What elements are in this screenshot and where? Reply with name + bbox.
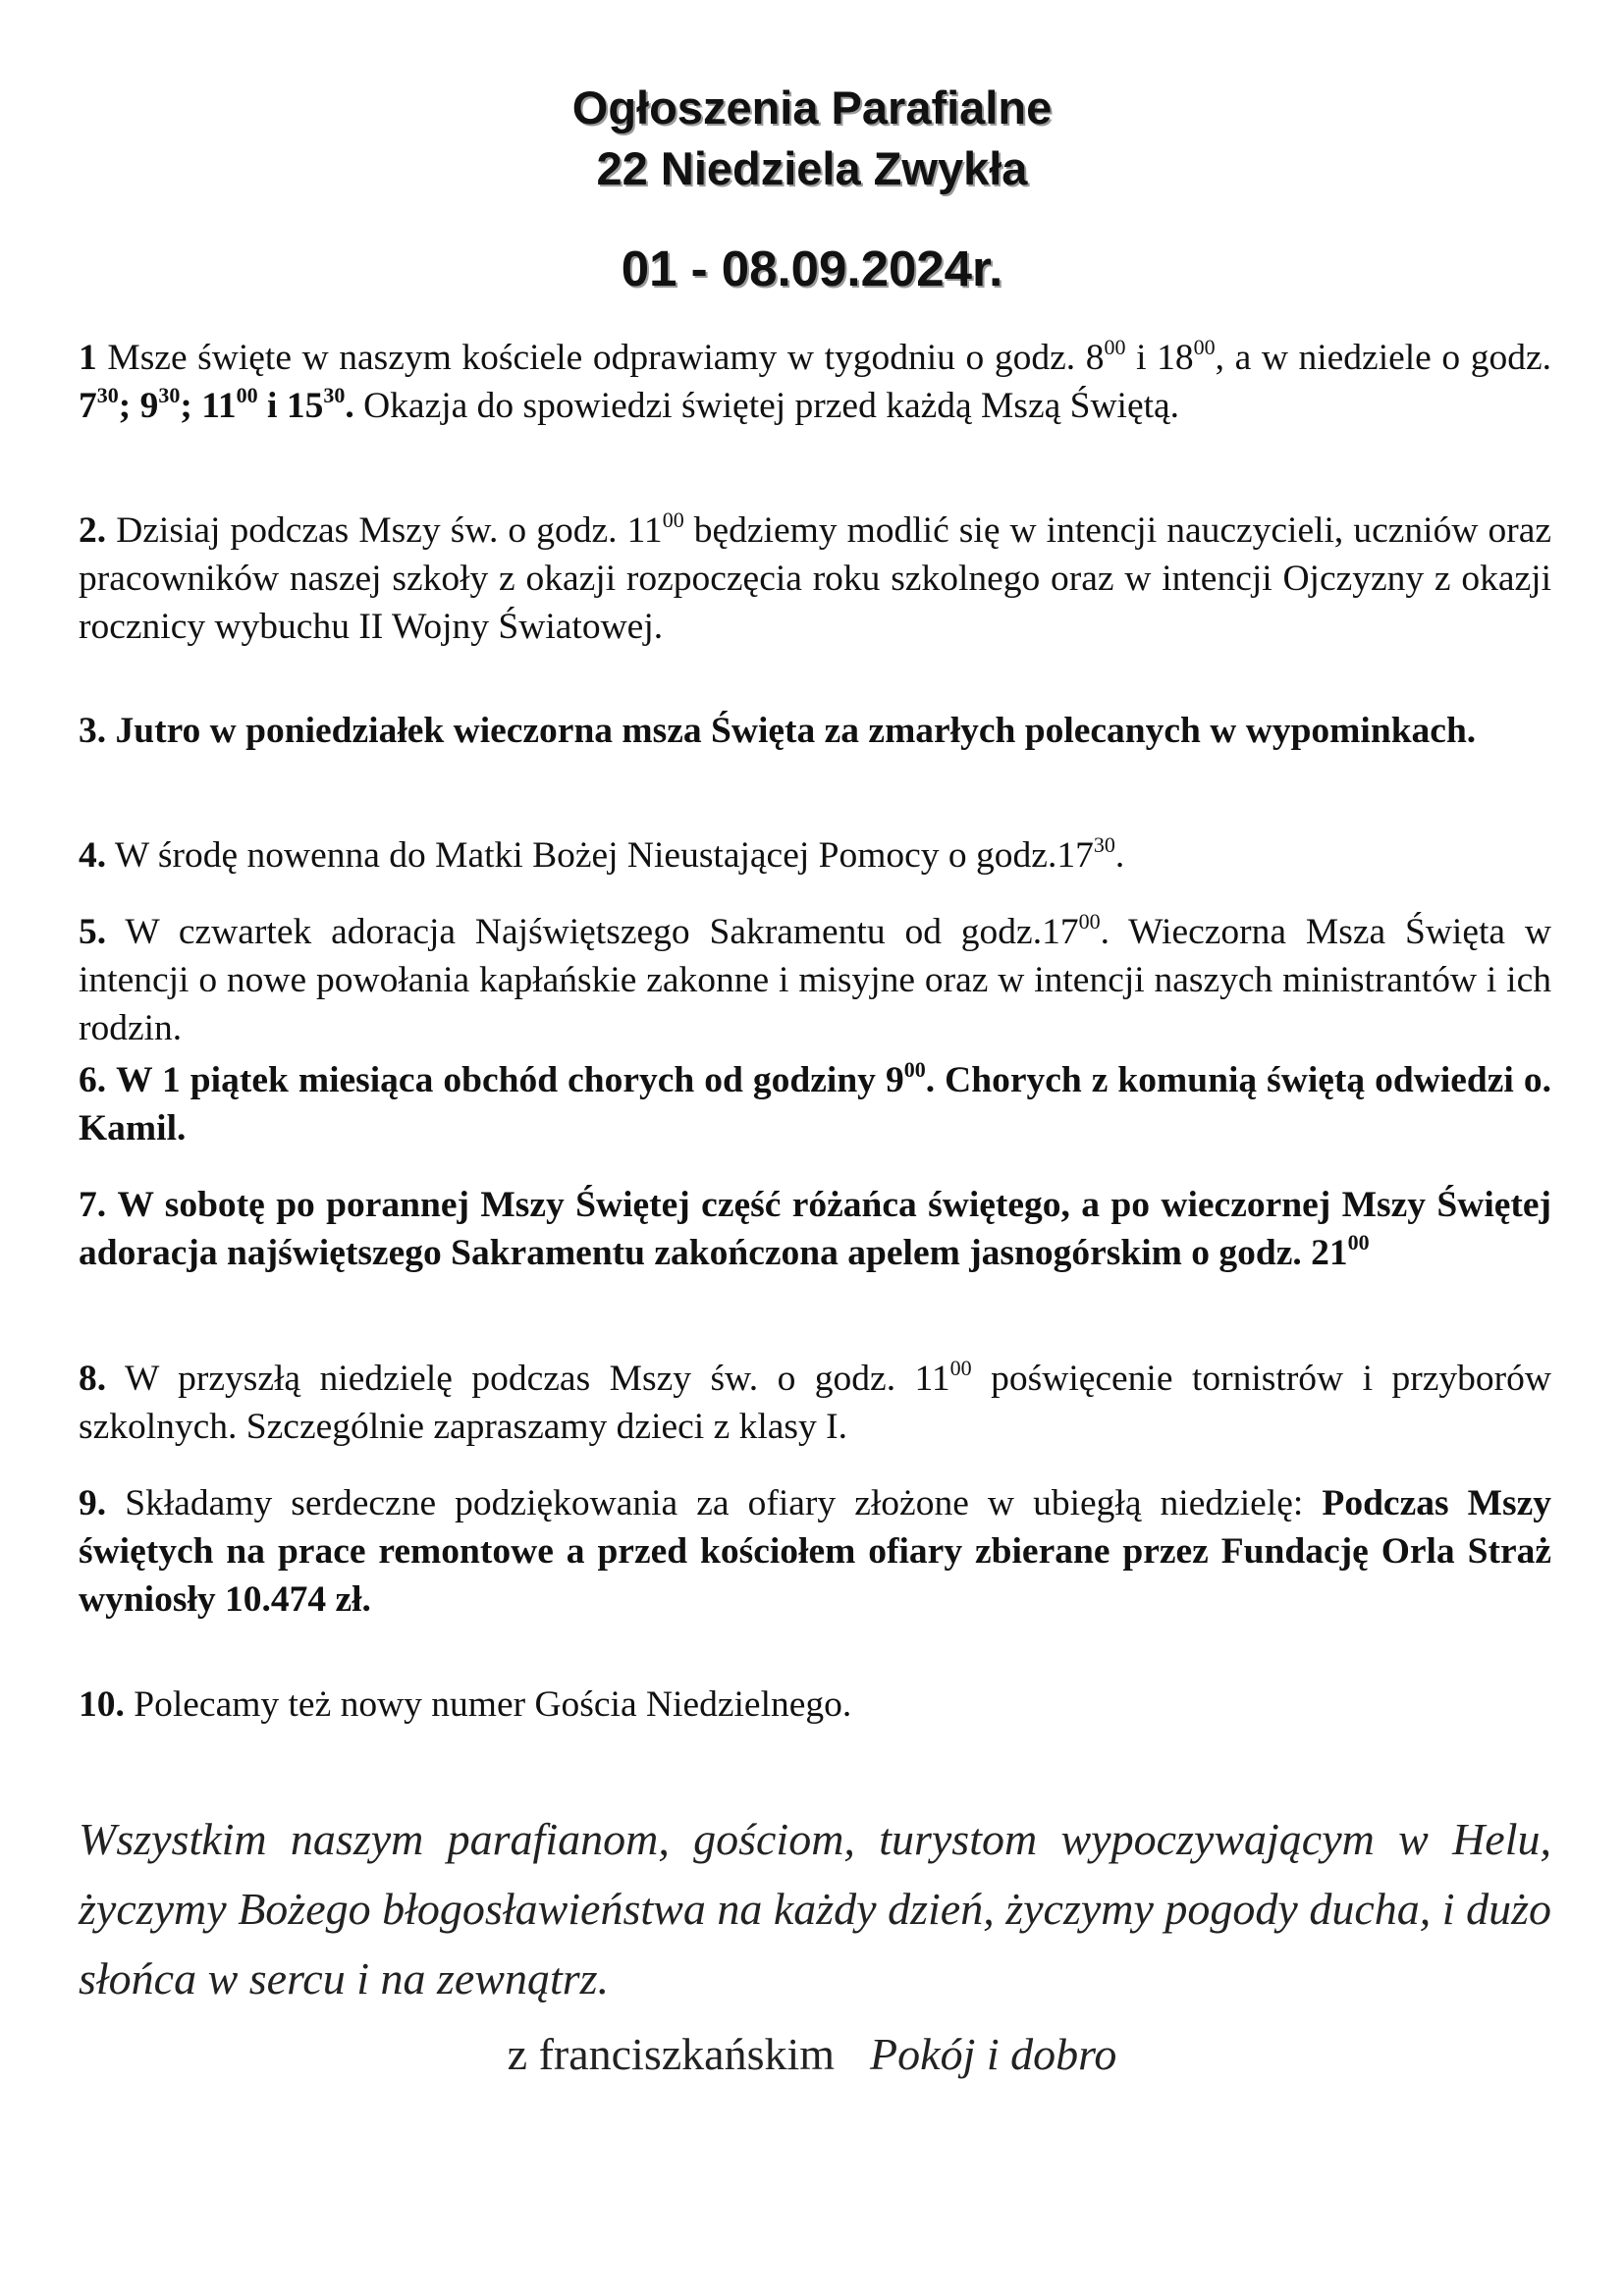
announcement-text: Dzisiaj podczas Mszy św. o godz. 11 — [116, 510, 663, 551]
announcement-text: będziemy modlić się w intencji nauczycieli, uczniów oraz pracowników naszej szkoły z okazji rozpoczęcia roku szkolnego oraz w intencji Ojczyzny z okazji rocznicy wybuchu II Wojny Światowej. — [79, 510, 1552, 647]
closing-line — [0, 2025, 1624, 2084]
announcement-text: , a w niedziele o godz. — [1215, 338, 1552, 378]
announcement-text: Składamy serdeczne podziękowania za ofiary złożone w ubiegłą niedzielę: — [125, 1483, 1323, 1523]
superscript-time: 00 — [1078, 909, 1101, 934]
announcement-item — [79, 1355, 1551, 1451]
superscript-time: 30 — [96, 383, 119, 407]
date-range: 01 - 08.09.2024r. — [621, 240, 1003, 296]
announcement-item — [79, 1181, 1551, 1277]
announcement-item — [79, 831, 1551, 880]
announcement-text: Okazja do spowiedzi świętej przed każdą Mszą Świętą. — [353, 386, 1180, 426]
announcement-text: W czwartek adoracja Najświętszego Sakramentu od godz.17 — [125, 912, 1079, 952]
announcement-item — [79, 908, 1551, 1052]
announcement-item — [79, 707, 1551, 755]
announcement-item — [79, 507, 1551, 651]
announcement-number: 7. — [79, 1185, 107, 1225]
announcement-number: 2. — [79, 510, 107, 551]
superscript-time: 00 — [662, 507, 684, 532]
announcement-number: 3. — [79, 711, 107, 751]
announcement-text: W przyszłą niedzielę podczas Mszy św. o godz. 11 — [124, 1359, 950, 1399]
announcement-text: 7 — [79, 386, 97, 426]
closing-text: z franciszkańskim — [507, 2029, 836, 2079]
announcement-number: 6. — [79, 1060, 107, 1100]
announcement-item — [79, 1681, 1551, 1729]
announcement-text: i 18 — [1125, 338, 1194, 378]
announcement-number: 5. — [79, 912, 107, 952]
announcement-text: Msze święte w naszym kościele odprawiamy w tygodniu o godz. 8 — [107, 338, 1105, 378]
superscript-time: 30 — [323, 383, 346, 407]
superscript-time: 00 — [1193, 335, 1216, 359]
superscript-time: 30 — [1093, 832, 1115, 857]
announcement-number: 9. — [79, 1483, 107, 1523]
superscript-time: 30 — [158, 383, 181, 407]
announcement-item — [79, 1056, 1551, 1152]
announcement-item — [79, 1479, 1551, 1624]
announcement-text: W 1 piątek miesiąca obchód chorych od godziny 9 — [116, 1060, 904, 1100]
announcement-text: ; 11 — [180, 386, 237, 426]
closing-motto: Pokój i dobro — [870, 2029, 1117, 2079]
page-title: Ogłoszenia Parafialne — [571, 81, 1053, 133]
announcement-number: 1 — [79, 338, 97, 378]
announcement-text: . — [345, 386, 354, 426]
announcement-number: 4. — [79, 835, 107, 876]
announcement-text: . — [1114, 835, 1125, 876]
announcement-text: ; 9 — [118, 386, 159, 426]
announcement-number: 8. — [79, 1359, 107, 1399]
superscript-time: 00 — [903, 1057, 926, 1082]
superscript-time: 00 — [1347, 1230, 1370, 1255]
announcement-text: poświęcenie tornistrów i przyborów szkolnych. Szczególnie zapraszamy dzieci z klasy I. — [79, 1359, 1551, 1447]
announcement-text: Polecamy też nowy numer Gościa Niedzielnego. — [134, 1684, 852, 1725]
announcement-text: . Chorych z komunią świętą odwiedzi o. Kamil. — [79, 1060, 1552, 1148]
announcement-text: W środę nowenna do Matki Bożej Nieustającej Pomocy o godz.17 — [114, 835, 1094, 876]
blessing-text: Wszystkim naszym parafianom, gościom, turystom wypoczywającym w Helu, życzymy Bożego błogosławieństwa na każdy dzień, życzymy pogody ducha, i dużo słońca w sercu i na zewnątrz. — [79, 1814, 1551, 2003]
announcement-text: Podczas Mszy świętych na prace remontowe a przed kościołem ofiary zbierane przez Fundację Orla Straż wyniosły 10.474 zł. — [79, 1483, 1552, 1620]
announcement-text: W sobotę po porannej Mszy Świętej część różańca świętego, a po wieczornej Mszy Świętej adoracja najświętszego Sakramentu zakończona apelem jasnogórskim o godz. 21 — [79, 1185, 1552, 1273]
superscript-time: 00 — [1104, 335, 1126, 359]
page-subtitle: 22 Niedziela Zwykła — [596, 142, 1028, 194]
announcement-text: i 15 — [257, 386, 324, 426]
superscript-time: 00 — [949, 1356, 972, 1380]
superscript-time: 00 — [236, 383, 258, 407]
announcement-number: 10. — [79, 1684, 125, 1725]
announcement-item — [79, 334, 1551, 430]
announcement-text: . Wieczorna Msza Święta w intencji o nowe powołania kapłańskie zakonne i misyjne oraz w intencji naszych ministrantów i ich rodzin. — [79, 912, 1551, 1048]
announcement-text: Jutro w poniedziałek wieczorna msza Święta za zmarłych polecanych w wypominkach. — [115, 711, 1477, 751]
